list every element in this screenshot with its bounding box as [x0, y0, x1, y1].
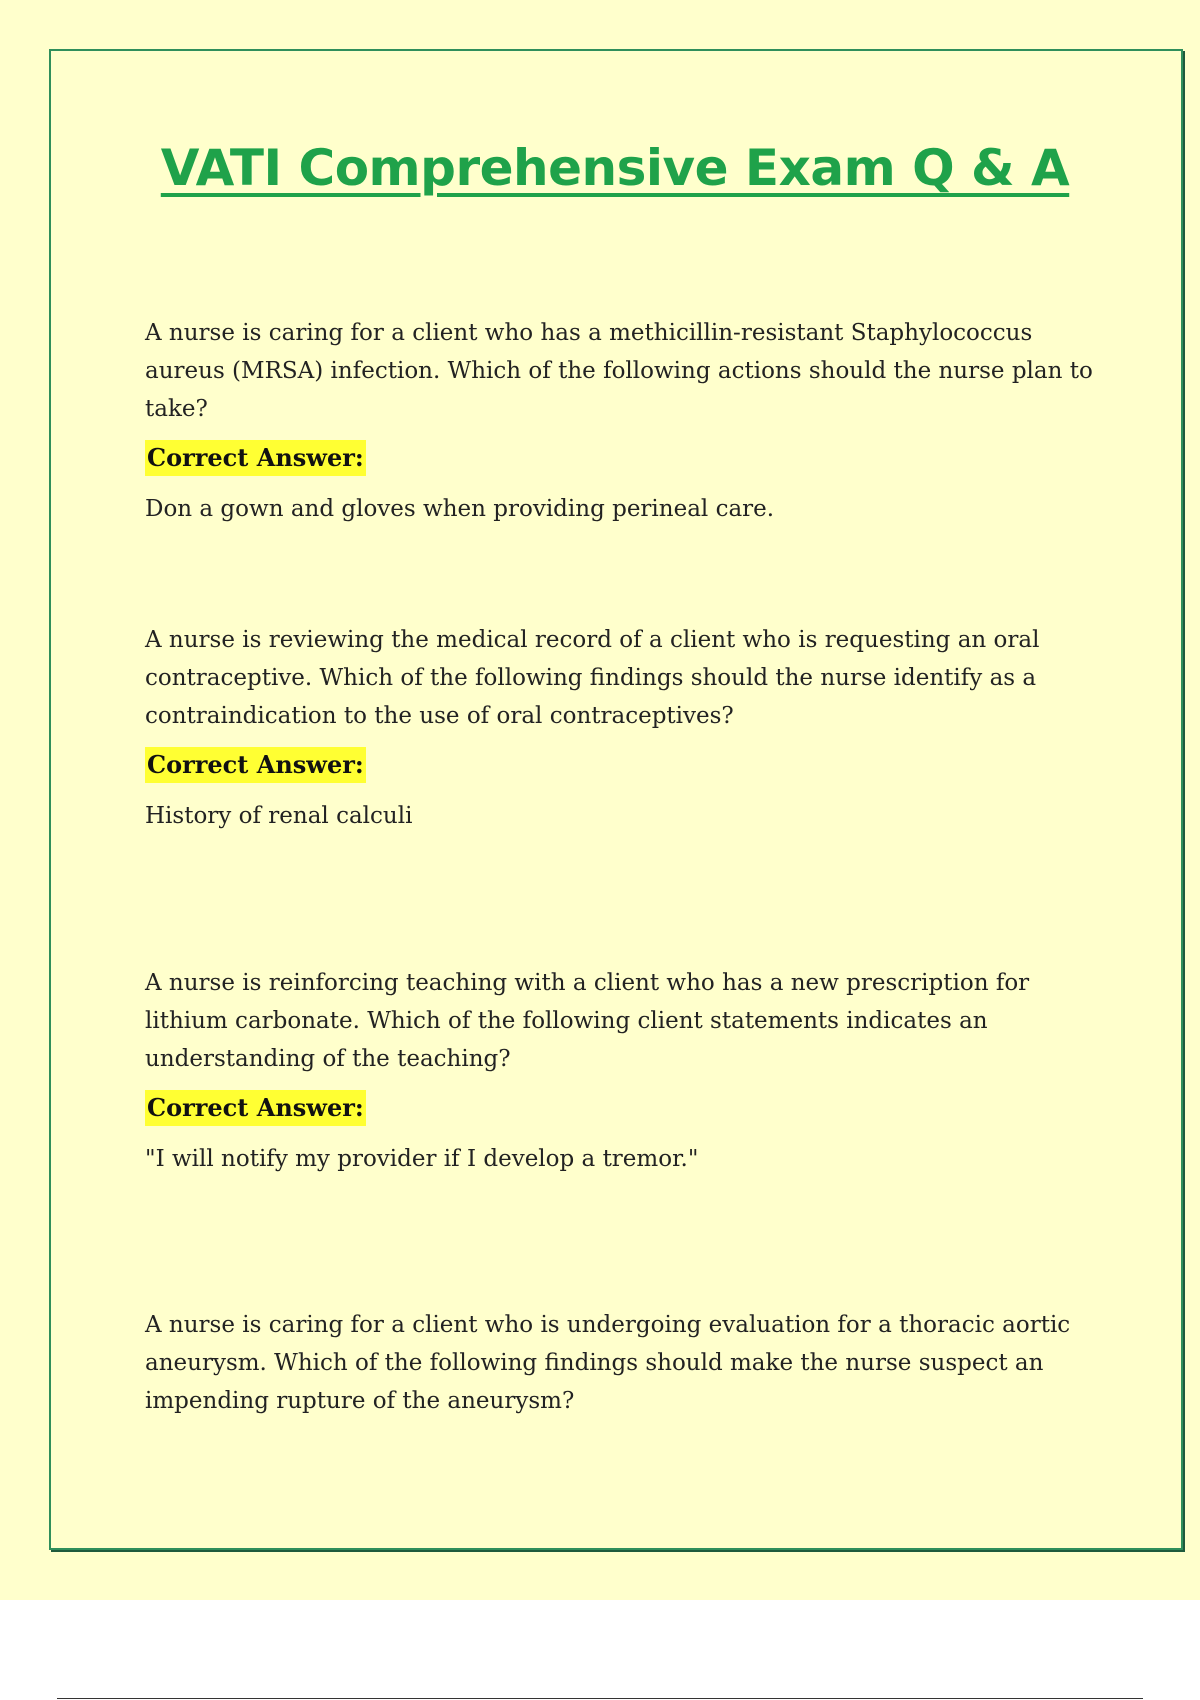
question-text: A nurse is caring for a client who is undergoing evaluation for a thoracic aortic aneurysm. Which of the following findings should make the nurse suspect an impending rupture of the aneurysm?: [145, 1312, 1071, 1414]
correct-answer-label: Correct Answer:: [145, 440, 366, 476]
answer-text: History of renal calculi: [145, 803, 413, 829]
qa-item-1: [145, 314, 1105, 528]
question-text: A nurse is caring for a client who has a methicillin-resistant Staphylococcus aureus (MRSA) infection. Which of the following actions should the nurse plan to take?: [145, 320, 1093, 422]
document-title: [0, 139, 1200, 197]
footer-divider: [57, 1698, 1143, 1699]
qa-item-2: [145, 621, 1105, 835]
question-text: A nurse is reinforcing teaching with a client who has a new prescription for lithium carbonate. Which of the following client statements indicates an understanding of the teaching?: [145, 970, 1030, 1072]
answer-text: "I will notify my provider if I develop a tremor.": [145, 1146, 699, 1172]
document-title-text: VATI Comprehensive Exam Q & A: [160, 139, 1070, 197]
correct-answer-label: Correct Answer:: [145, 747, 366, 783]
question-text: A nurse is reviewing the medical record of a client who is requesting an oral contraceptive. Which of the following findings should the nurse identify as a contraindication to the use of oral contraceptives?: [145, 627, 1040, 729]
qa-item-4: [145, 1306, 1105, 1420]
qa-item-3: [145, 964, 1105, 1178]
correct-answer-label: Correct Answer:: [145, 1090, 366, 1126]
answer-text: Don a gown and gloves when providing perineal care.: [145, 496, 775, 522]
